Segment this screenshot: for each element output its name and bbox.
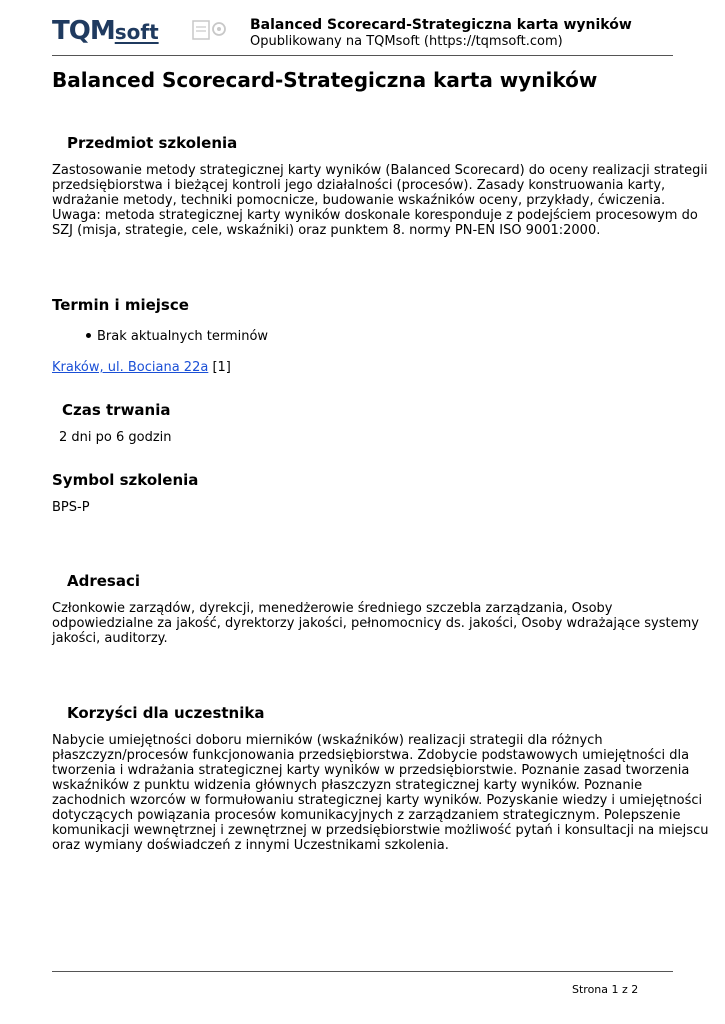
bullet-icon xyxy=(86,333,91,338)
text-line: wdrażanie metody, techniki pomocnicze, budowanie wskaźników oceny, przykłady, ćwiczenia. xyxy=(52,193,666,208)
text-line: Zastosowanie metody strategicznej karty wyników (Balanced Scorecard) do oceny realizacji strategii xyxy=(52,163,708,178)
section-text-adresaci xyxy=(52,601,699,646)
text-line: dotyczących powiązania procesów komunikacyjnych z zarządzaniem strategicznym. Polepszenie xyxy=(52,808,681,823)
section-heading-korzysci: Korzyści dla uczestnika xyxy=(67,704,265,722)
location-ref: [1] xyxy=(212,360,231,375)
header-subtitle: Opublikowany na TQMsoft (https://tqmsoft.com) xyxy=(250,34,563,49)
text-line: zachodnich wzorców w formułowaniu strategicznej karty wyników. Pozyskanie wiedzy i umiejętności xyxy=(52,793,703,808)
text-line: oraz wymiany doświadczeń z innymi Uczestnikami szkolenia. xyxy=(52,838,449,853)
tqmsoft-logo xyxy=(52,16,159,46)
text-line: komunikacji wewnętrznej i zewnętrznej w przedsiębiorstwie możliwość pytań i konsultacji na miejscu xyxy=(52,823,709,838)
section-heading-termin: Termin i miejsce xyxy=(52,296,189,314)
text-line: przedsiębiorstwa i bieżącej kontroli jego działalności (procesów). Zasady konstruowania karty, xyxy=(52,178,666,193)
text-line: Nabycie umiejętności doboru mierników (wskaźników) realizacji strategii dla różnych xyxy=(52,733,603,748)
page-number: Strona 1 z 2 xyxy=(572,983,639,996)
section-heading-adresaci: Adresaci xyxy=(67,572,141,590)
location xyxy=(52,360,231,375)
section-text-przedmiot xyxy=(52,163,708,238)
text-line: Członkowie zarządów, dyrekcji, menedżerowie średniego szczebla zarządzania, Osoby xyxy=(52,601,613,616)
text-line: wskaźników z punktu widzenia głównych płaszczyzn strategicznej karty wyników. Poznanie xyxy=(52,778,643,793)
list-item xyxy=(86,329,268,344)
page-header xyxy=(52,14,673,56)
section-heading-przedmiot: Przedmiot szkolenia xyxy=(67,134,238,152)
header-title: Balanced Scorecard-Strategiczna karta wyników xyxy=(250,17,632,33)
logo-suffix-text: soft xyxy=(114,20,159,44)
section-heading-symbol: Symbol szkolenia xyxy=(52,471,199,489)
location-link[interactable]: Kraków, ul. Bociana 22a xyxy=(52,360,209,375)
document-gear-icon xyxy=(192,18,228,42)
text-line: SZJ (misja, strategie, cele, wskaźniki) oraz punktem 8. normy PN-EN ISO 9001:2000. xyxy=(52,223,601,238)
section-text-symbol: BPS-P xyxy=(52,500,90,515)
document-title: Balanced Scorecard-Strategiczna karta wyników xyxy=(52,68,598,92)
section-text-czas: 2 dni po 6 godzin xyxy=(59,430,172,445)
text-line: Uwaga: metoda strategicznej karty wyników doskonale koresponduje z podejściem procesowym do xyxy=(52,208,698,223)
logo-main-text: TQM xyxy=(52,16,115,46)
text-line: odpowiedzialne za jakość, dyrektorzy jakości, pełnomocnicy ds. jakości, Osoby wdrażające systemy xyxy=(52,616,699,631)
text-line: płaszczyzn/procesów funkcjonowania przedsiębiorstwa. Zdobycie podstawowych umiejętności dla xyxy=(52,748,690,763)
text-line: jakości, auditorzy. xyxy=(52,631,168,646)
text-line: tworzenia i wdrażania strategicznej karty wyników w przedsiębiorstwie. Poznanie zasad tworzenia xyxy=(52,763,690,778)
list-item-text: Brak aktualnych terminów xyxy=(97,329,269,344)
footer-divider xyxy=(52,971,673,972)
section-heading-czas: Czas trwania xyxy=(62,401,171,419)
section-text-korzysci xyxy=(52,733,708,853)
